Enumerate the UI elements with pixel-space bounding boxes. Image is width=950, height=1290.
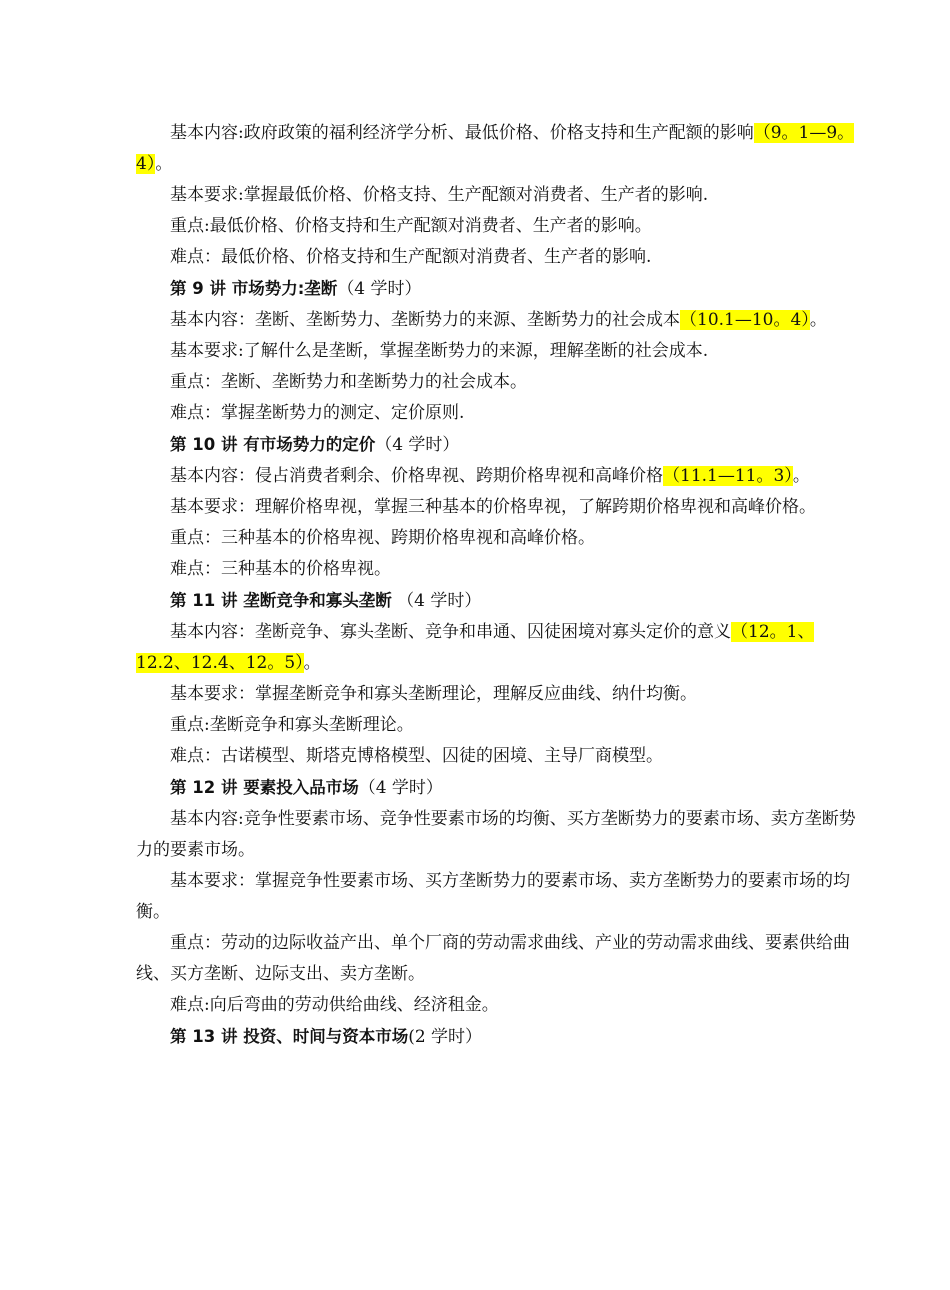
content-paragraph: 基本内容:政府政策的福利经济学分析、最低价格、价格支持和生产配额的影响（9。1—9。4）。 (136, 123, 855, 174)
content-paragraph: 基本内容：垄断竞争、寡头垄断、竞争和串通、囚徒困境对寡头定价的意义（12。1、12.2、12.4、12。5）。 (136, 622, 815, 673)
content-paragraph: 基本内容:竞争性要素市场、竞争性要素市场的均衡、买方垄断势力的要素市场、卖方垄断势力的要素市场。 (136, 809, 856, 860)
chapter-ref-highlight: （11.1—11。3） (663, 466, 793, 486)
key-points-paragraph: 重点:垄断竞争和寡头垄断理论。 (170, 715, 414, 735)
lecture-heading: 第 12 讲 要素投入品市场（4 学时） (170, 778, 443, 798)
difficulty-paragraph: 难点：掌握垄断势力的测定、定价原则. (170, 403, 465, 423)
key-points-paragraph: 重点：垄断、垄断势力和垄断势力的社会成本。 (170, 372, 527, 392)
chapter-ref-highlight: （12。1、12.2、12.4、12。5） (136, 622, 815, 673)
requirement-paragraph: 基本要求：掌握竞争性要素市场、买方垄断势力的要素市场、卖方垄断势力的要素市场的均衡。 (136, 871, 850, 922)
difficulty-paragraph: 难点:向后弯曲的劳动供给曲线、经济租金。 (170, 995, 499, 1015)
requirement-paragraph: 基本要求:掌握最低价格、价格支持、生产配额对消费者、生产者的影响. (170, 185, 709, 205)
lecture-heading: 第 13 讲 投资、时间与资本市场(2 学时） (170, 1027, 483, 1047)
key-points-paragraph: 重点：劳动的边际收益产出、单个厂商的劳动需求曲线、产业的劳动需求曲线、要素供给曲线、买方垄断、边际支出、卖方垄断。 (136, 933, 850, 984)
requirement-paragraph: 基本要求:了解什么是垄断，掌握垄断势力的来源，理解垄断的社会成本. (170, 341, 709, 361)
requirement-paragraph: 基本要求：掌握垄断竞争和寡头垄断理论，理解反应曲线、纳什均衡。 (170, 684, 697, 704)
difficulty-paragraph: 难点：最低价格、价格支持和生产配额对消费者、生产者的影响. (170, 247, 652, 267)
requirement-paragraph: 基本要求：理解价格卑视，掌握三种基本的价格卑视，了解跨期价格卑视和高峰价格。 (170, 497, 816, 517)
content-paragraph: 基本内容：垄断、垄断势力、垄断势力的来源、垄断势力的社会成本（10.1—10。4）。 (170, 310, 827, 330)
lecture-heading: 第 9 讲 市场势力:垄断（4 学时） (170, 279, 422, 299)
difficulty-paragraph: 难点：古诺模型、斯塔克博格模型、囚徒的困境、主导厂商模型。 (170, 746, 663, 766)
chapter-ref-highlight: （9。1—9。4） (136, 123, 855, 174)
key-points-paragraph: 重点:最低价格、价格支持和生产配额对消费者、生产者的影响。 (170, 216, 652, 236)
content-paragraph: 基本内容：侵占消费者剩余、价格卑视、跨期价格卑视和高峰价格（11.1—11。3）。 (170, 466, 810, 486)
lecture-heading: 第 11 讲 垄断竞争和寡头垄断 （4 学时） (170, 591, 482, 611)
key-points-paragraph: 重点：三种基本的价格卑视、跨期价格卑视和高峰价格。 (170, 528, 595, 548)
document-page (136, 118, 862, 1053)
difficulty-paragraph: 难点：三种基本的价格卑视。 (170, 559, 391, 579)
lecture-heading: 第 10 讲 有市场势力的定价（4 学时） (170, 435, 460, 455)
chapter-ref-highlight: （10.1—10。4） (680, 310, 810, 330)
